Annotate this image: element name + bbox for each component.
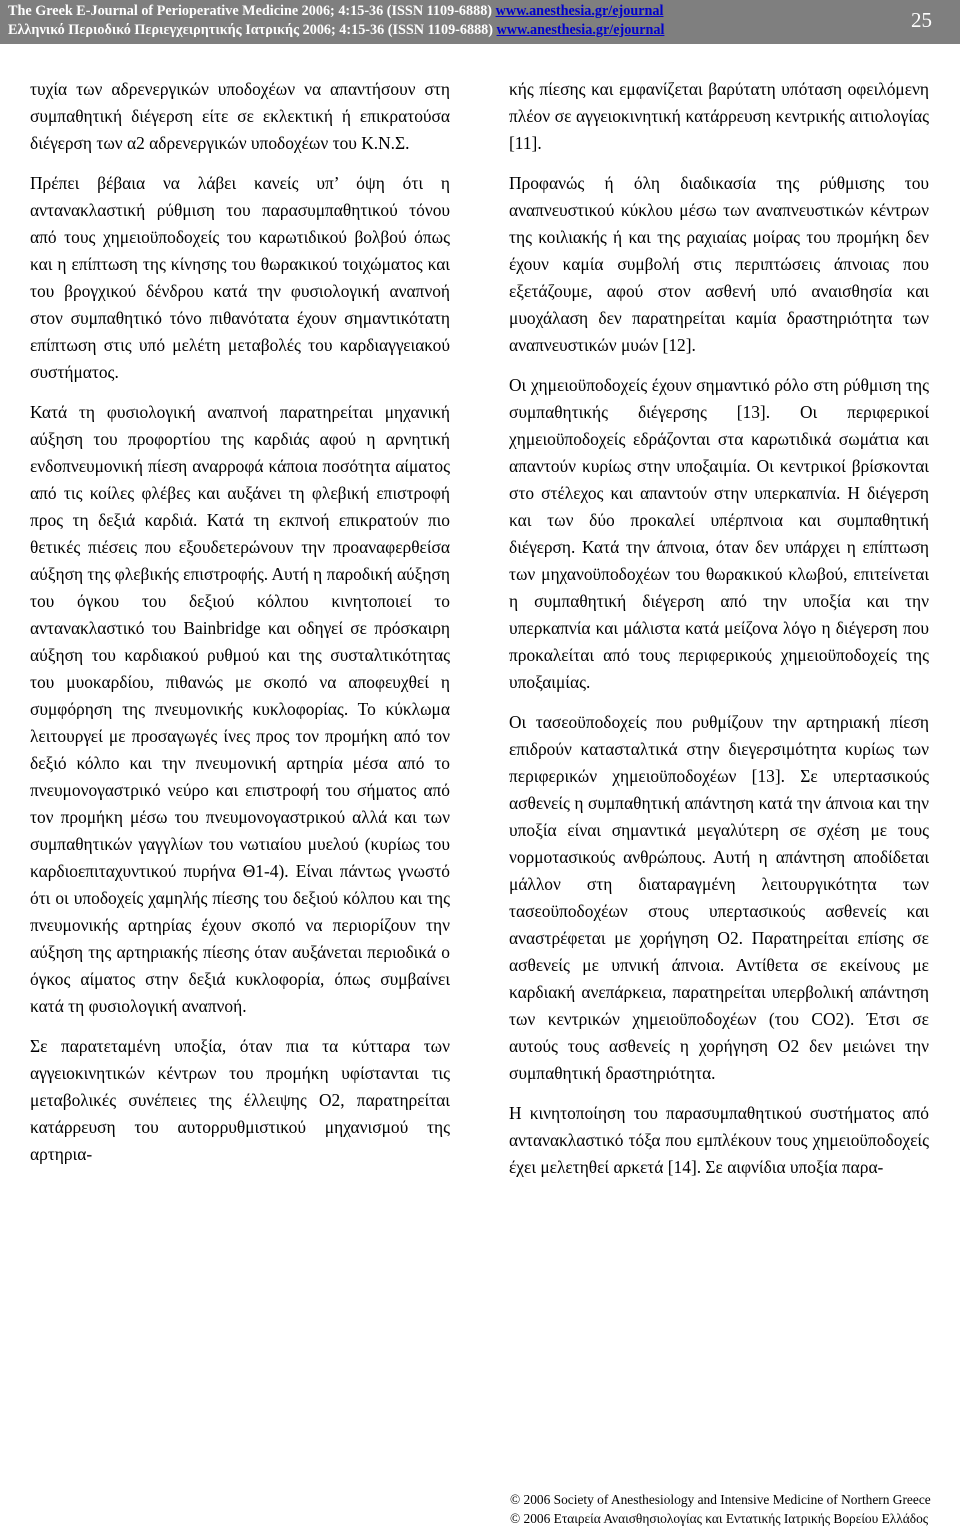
journal-header (0, 0, 960, 44)
journal-link[interactable]: www.anesthesia.gr/ejournal (495, 3, 664, 19)
copyright-english: © 2006 Society of Anesthesiology and Intensive Medicine of Northern Greece (510, 1492, 931, 1507)
paragraph: Οι τασεοϋποδοχείς που ρυθμίζουν την αρτηριακή πίεση επιδρούν κατασταλτικά στην διεγερσιμότητα κυρίως των περιφερικών χημειοϋποδοχέων [13]. Σε υπερτασικούς ασθενείς η συμπαθητική απάντηση κατά την άπνοια και την υποξία είναι σημαντικά μεγαλύτερη σε σχέση με τους νορμοτασικούς ανθρώπους. Αυτή η απάντηση αποδίδεται μάλλον στη διαταραγμένη λειτουργικότητα των τασεοϋποδοχέων στους υπερτασικούς ασθενείς και αναστρέφεται με χορήγηση Ο2. Παρατηρείται επίσης σε ασθενείς με υπνική άπνοια. Αντίθετα σε εκείνους με καρδιακή ανεπάρκεια, παρατηρείται υπερβολική απάντηση των κεντρικών χημειοϋποδοχέων (του CO2). Έτσι σε αυτούς τους ασθενείς η χορήγηση Ο2 δεν μειώνει την συμπαθητική δραστηριότητα. (509, 712, 929, 1083)
header-citation (8, 2, 664, 40)
paragraph: Κατά τη φυσιολογική αναπνοή παρατηρείται μηχανική αύξηση του προφορτίου της καρδιάς αφού η αρνητική ενδοπνευμονική πίεση αναρροφά κάποια ποσότητα αίματος από τις κοίλες φλέβες και αυξάνει τη φλεβική επιστροφή προς τη δεξιά καρδιά. Κατά τη εκπνοή επικρατούν πιο θετικές πιέσεις που εξουδετερώνουν την προαναφερθείσα αύξηση της φλεβικής επιστροφής. Αυτή η παροδική αύξηση του όγκου του δεξιού κόλπου κινητοποιεί το αντανακλαστικό του Bainbridge και οδηγεί σε πρόσκαιρη αύξηση του καρδιακού ρυθμού και της συσταλτικότητας του μυοκαρδίου, πιθανώς με σκοπό να αποφευχθεί η συμφόρηση της πνευμονικής κυκλοφορίας. Το κύκλωμα λειτουργεί με προσαγωγές ίνες προς τον προμήκη από τον δεξιό κόλπο και την πνευμονική αρτηρία μέσα από το πνευμονογαστρικό νεύρο και επιστροφή του σήματος από τον προμήκη μέσω του πνευμονογαστρικού αλλά και των συμπαθητικών γαγγλίων του νωτιαίου μυελού (κυρίως του καρδιοεπιταχυντικού πυρήνα Θ1-4). Είναι πάντως γνωστό ότι οι υποδοχείς χαμηλής πίεσης του δεξιού κόλπου και της πνευμονικής αρτηρίας έχουν σκοπό να περιορίζουν την αύξηση της αρτηριακής πίεσης όταν αυξάνεται περιοδικά ο όγκος αίματος στην δεξιά κυκλοφορία, όπως συμβαίνει κατά τη φυσιολογική αναπνοή. (30, 402, 450, 1016)
page-number: 25 (911, 8, 932, 32)
paragraph: Προφανώς ή όλη διαδικασία της ρύθμισης του αναπνευστικού κύκλου μέσω των αναπνευστικών κέντρων της κοιλιακής ή και της ραχιαίας μοίρας του προμήκη δεν έχουν καμία συμβολή στις περιπτώσεις άπνοιας που εξετάζουμε, αφού στον ασθενή υπό αναισθησία και μυοχάλαση δεν παρατηρείται καμία δραστηριότητα των αναπνευστικών μυών [12]. (509, 173, 929, 355)
header-line-greek: Ελληνικό Περιοδικό Περιεγχειρητικής Ιατρικής 2006; 4:15-36 (ISSN 1109-6888) www.anesthesia.gr/ejournal (8, 22, 665, 38)
paragraph: κής πίεσης και εμφανίζεται βαρύτατη υπόταση οφειλόμενη πλέον σε αγγειοκινητική κατάρρευση κεντρικής αιτιολογίας [11]. (509, 79, 929, 153)
paragraph: Πρέπει βέβαια να λάβει κανείς υπ’ όψη ότι η αντανακλαστική ρύθμιση του παρασυμπαθητικού τόνου από τους χημειοϋποδοχείς του καρωτιδικού βολβού όπως και η επίπτωση της κίνησης του θωρακικού τοιχώματος και του βρογχικού δένδρου κατά την φυσιολογική αναπνοή στον συμπαθητικό τόνο πιθανότατα έχουν σημαντικότατη επίπτωση στις υπό μελέτη μεταβολές του καρδιαγγειακού συστήματος. (30, 173, 450, 382)
left-column (30, 76, 450, 1181)
right-column (509, 76, 929, 1194)
paragraph: Σε παρατεταμένη υποξία, όταν πια τα κύτταρα των αγγειοκινητικών κέντρων του προμήκη υφίστανται τις μεταβολικές συνέπειες της έλλειψης Ο2, παρατηρείται κατάρρευση του αυτορρυθμιστικού μηχανισμού της αρτηρια- (30, 1036, 450, 1164)
header-line-english: The Greek E-Journal of Perioperative Medicine 2006; 4:15-36 (ISSN 1109-6888) www.anesthesia.gr/ejournal (8, 3, 664, 19)
paragraph: Οι χημειοϋποδοχείς έχουν σημαντικό ρόλο στη ρύθμιση της συμπαθητικής διέγερσης [13]. Οι περιφερικοί χημειοϋποδοχείς εδράζονται στα καρωτιδικά σωμάτια και απαντούν κυρίως στην υποξαιμία. Οι κεντρικοί βρίσκονται στο στέλεχος και απαντούν στην υπερκαπνία. Η διέγερση και των δύο προκαλεί υπέρπνοια και συμπαθητική διέγερση. Κατά την άπνοια, όταν δεν υπάρχει η επίπτωση των μηχανοϋποδοχέων του θωρακικού κλωβού, επιτείνεται η συμπαθητική διέγερση από την υποξία και την υπερκαπνία και μάλιστα κατά μείζονα λόγο η διέγερση που προκαλείται από τους περιφερικούς χημειοϋποδοχείς της υποξαιμίας. (509, 375, 929, 692)
paragraph: τυχία των αδρενεργικών υποδοχέων να απαντήσουν στη συμπαθητική διέγερση είτε σε εκλεκτική ή επικρατούσα διέγερση των α2 αδρενεργικών υποδοχέων του Κ.Ν.Σ. (30, 79, 450, 153)
copyright-footer (510, 1490, 950, 1528)
journal-link-greek[interactable]: www.anesthesia.gr/ejournal (496, 22, 665, 38)
copyright-greek: © 2006 Εταιρεία Αναισθησιολογίας και Εντατικής Ιατρικής Βορείου Ελλάδος (510, 1511, 929, 1526)
paragraph: Η κινητοποίηση του παρασυμπαθητικού συστήματος από αντανακλαστικό τόξα που εμπλέκουν τους χημειοϋποδοχείς έχει μελετηθεί αρκετά [14]. Σε αιφνίδια υποξία παρα- (509, 1103, 929, 1177)
